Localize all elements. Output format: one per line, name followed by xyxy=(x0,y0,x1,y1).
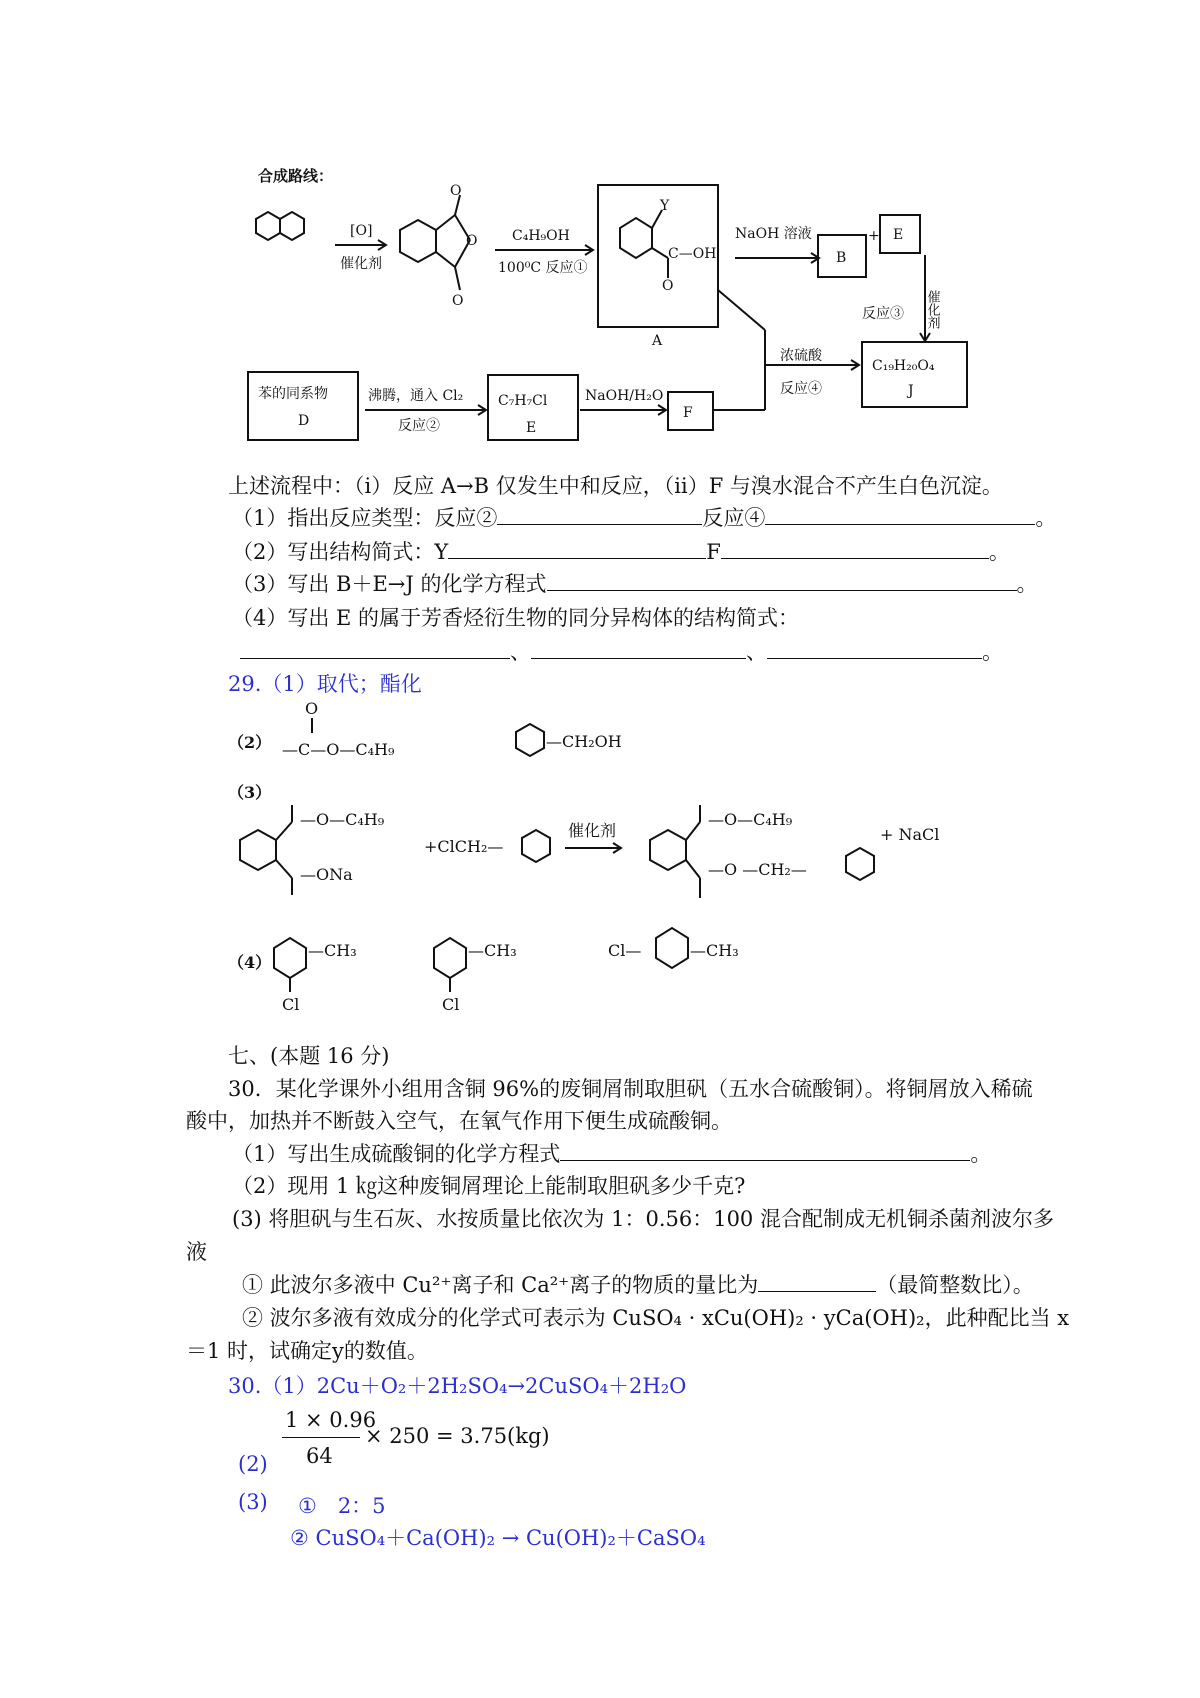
ans29-n4: （4） xyxy=(228,953,272,972)
ans30-n3: (3) xyxy=(238,1490,268,1514)
synthesis-route-diagram xyxy=(0,0,1200,460)
y-group: —C—O—C₄H₉ xyxy=(282,740,395,759)
blank-y[interactable] xyxy=(448,538,706,559)
box-b-text: B xyxy=(836,250,847,266)
q30-part3b: 液 xyxy=(186,1240,207,1264)
box-j xyxy=(862,342,967,407)
q29-part4: （4）写出 E 的属于芳香烃衍生物的同分异构体的结构简式： xyxy=(232,606,800,630)
isomer1-ch3: —CH₃ xyxy=(308,941,357,960)
product-ch2: —O —CH₂— xyxy=(708,860,807,879)
q29-part2-text-a: （2）写出结构简式：Y xyxy=(232,540,449,564)
ans29-part1: 29.（1）取代；酯化 xyxy=(228,672,422,696)
anhydride-o-top: O xyxy=(450,183,462,199)
box-e-label: E xyxy=(526,420,537,436)
q30-part3a: (3) 将胆矾与生石灰、水按质量比依次为 1：0.56：100 混合配制成无机铜杀菌剂波尔多 xyxy=(232,1207,1054,1231)
blank-reaction2[interactable] xyxy=(497,504,702,525)
box-d-top: 苯的同系物 xyxy=(258,386,328,402)
reagent1-top: C₄H₉OH xyxy=(512,228,570,244)
q30-part1-end: 。 xyxy=(970,1142,992,1166)
box-a-label: A xyxy=(652,333,663,349)
y-o: O xyxy=(305,700,319,718)
q29-part4-end: 。 xyxy=(982,640,1003,664)
box-e-formula: C₇H₇Cl xyxy=(498,393,548,409)
q30-stem-2: 酸中，加热并不断鼓入空气，在氧气作用下便生成硫酸铜。 xyxy=(186,1109,732,1133)
q29-part2-end: 。 xyxy=(988,540,1010,564)
blank-equation[interactable] xyxy=(547,570,1017,591)
q30-part3-1-text-a: ① 此波尔多液中 Cu²⁺离子和 Ca²⁺离子的物质的量比为 xyxy=(242,1273,759,1297)
isomer3-cl: Cl— xyxy=(608,941,642,960)
q29-part2-text-b: F xyxy=(706,540,721,564)
q30-part2: （2）现用 1 ㎏这种废铜屑理论上能制取胆矾多少千克? xyxy=(232,1174,746,1198)
q29-part1-text-a: （1）指出反应类型：反应② xyxy=(232,506,498,530)
ans30-fraction-rest: × 250 = 3.75(kg) xyxy=(365,1424,550,1448)
naoh-label: NaOH 溶液 xyxy=(735,226,812,242)
naphthalene-ring1 xyxy=(256,212,280,240)
q29-part3 xyxy=(232,568,1038,598)
box-j-formula: C₁₉H₂₀O₄ xyxy=(872,358,935,374)
box-j-label: J xyxy=(908,383,914,399)
reaction4: 反应④ xyxy=(780,381,822,397)
q29-intro: 上述流程中：（ⅰ）反应 A→B 仅发生中和反应，（ⅱ）F 与溴水混合不产生白色沉淀。 xyxy=(228,474,1003,498)
q30-part1-text: （1）写出生成硫酸铜的化学方程式 xyxy=(232,1142,561,1166)
isomer1-cl: Cl xyxy=(282,995,300,1014)
naoh-h2o: NaOH/H₂O xyxy=(585,388,664,404)
fraction-bar xyxy=(282,1437,360,1438)
ans29-n2: （2） xyxy=(228,733,272,752)
reaction3: 反应③ xyxy=(862,306,904,322)
oh-label: C—OH xyxy=(668,246,717,262)
naphthalene-ring2 xyxy=(280,212,304,240)
boil-top: 沸腾，通入 Cl₂ xyxy=(368,388,464,404)
reactant-c4h9: —O—C₄H₉ xyxy=(300,810,385,829)
ans30-fraction-den: 64 xyxy=(306,1444,333,1468)
q30-part3-1 xyxy=(242,1269,1034,1299)
q29-part4-blanks xyxy=(240,636,1003,666)
reaction2: 反应② xyxy=(398,418,440,434)
f-group: —CH₂OH xyxy=(546,732,622,751)
q30-part3-2a: ② 波尔多液有效成分的化学式可表示为 CuSO₄ · xCu(OH)₂ · yCa(OH)₂，此种配比当 x xyxy=(242,1306,1070,1330)
product-nacl: + NaCl xyxy=(880,825,940,844)
reactant-ona: —ONa xyxy=(300,865,353,884)
conc-acid: 浓硫酸 xyxy=(780,348,822,364)
ans30-fraction-num: 1 × 0.96 xyxy=(285,1408,377,1432)
plus-sign: + xyxy=(868,228,880,244)
anhydride-o-bottom: O xyxy=(452,293,464,309)
isomer-sep-1: 、 xyxy=(510,640,531,664)
q29-part1 xyxy=(232,502,1056,532)
blank-isomer-2[interactable] xyxy=(531,638,746,659)
isomer2-ch3: —CH₃ xyxy=(468,941,517,960)
box-e-small-text: E xyxy=(893,227,904,243)
isomer-sep-2: 、 xyxy=(746,640,767,664)
q30-part3-1-text-b: （最简整数比）。 xyxy=(876,1273,1034,1297)
ox-top: [O] xyxy=(350,223,373,239)
ans30-n2: (2) xyxy=(238,1452,268,1476)
q29-part2 xyxy=(232,536,1010,566)
y-label: Y xyxy=(660,198,670,214)
blank-cuso4-equation[interactable] xyxy=(560,1140,970,1161)
ans29-structures xyxy=(0,700,1200,1030)
box-d-label: D xyxy=(298,413,310,429)
q29-part3-end: 。 xyxy=(1016,572,1038,596)
blank-isomer-1[interactable] xyxy=(240,638,510,659)
reaction-catalyst: 催化剂 xyxy=(568,821,617,840)
box-f-text: F xyxy=(683,405,693,421)
product-c4h9: —O—C₄H₉ xyxy=(708,810,793,829)
section-heading: 七、(本题 16 分) xyxy=(228,1044,390,1068)
q29-part1-text-b: 反应④ xyxy=(702,506,766,530)
ans30-part3-2: ② CuSO₄＋Ca(OH)₂ → Cu(OH)₂＋CaSO₄ xyxy=(290,1526,706,1550)
anhydride-o-ring: O xyxy=(466,233,478,249)
blank-ratio[interactable] xyxy=(758,1271,876,1292)
isomer2-cl: Cl xyxy=(442,995,460,1014)
reagent1-bottom: 100⁰C 反应① xyxy=(498,260,588,276)
blank-isomer-3[interactable] xyxy=(767,638,982,659)
ans30-part3-1: ① 2：5 xyxy=(298,1494,386,1518)
q29-part3-text: （3）写出 B＋E→J 的化学方程式 xyxy=(232,572,547,596)
catalyst-vertical: 催化剂 xyxy=(924,290,940,329)
reagent-clch2: +ClCH₂— xyxy=(424,837,504,856)
anhydride-benzene xyxy=(400,220,436,262)
ans30-part1: 30.（1）2Cu＋O₂＋2H₂SO₄→2CuSO₄＋2H₂O xyxy=(228,1374,687,1398)
ans29-n3: （3） xyxy=(228,783,272,802)
isomer3-ch3: —CH₃ xyxy=(690,941,739,960)
blank-f[interactable] xyxy=(721,538,989,559)
route-title: 合成路线： xyxy=(258,167,334,185)
a-carbonyl-o: O xyxy=(662,278,674,294)
q30-stem-1: 30．某化学课外小组用含铜 96%的废铜屑制取胆矾（五水合硫酸铜）。将铜屑放入稀硫 xyxy=(228,1077,1033,1101)
q30-part1 xyxy=(232,1138,991,1168)
blank-reaction4[interactable] xyxy=(765,504,1035,525)
ox-bottom: 催化剂 xyxy=(340,256,382,272)
q30-part3-2b: ＝1 时，试确定y的数值。 xyxy=(186,1339,428,1363)
q29-part1-end: 。 xyxy=(1035,506,1057,530)
box-d xyxy=(248,372,358,440)
